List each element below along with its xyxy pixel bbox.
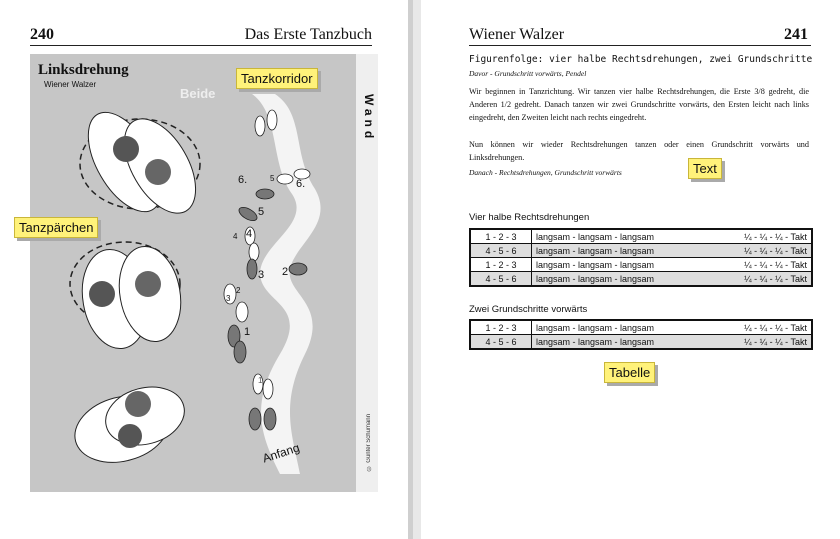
step-number: 2 bbox=[236, 286, 241, 295]
tempo-cell: langsam - langsam - langsam bbox=[532, 335, 694, 350]
step-number: 6. bbox=[296, 178, 306, 190]
steps-cell: 1 - 2 - 3 bbox=[470, 320, 532, 335]
tempo-cell: langsam - langsam - langsam bbox=[532, 258, 694, 272]
figure-sequence: Figurenfolge: vier halbe Rechtsdrehungen, zwei Grundschritte bbox=[469, 54, 813, 65]
steps-cell: 1 - 2 - 3 bbox=[470, 258, 532, 272]
steps-cell: 4 - 5 - 6 bbox=[470, 272, 532, 287]
wall-label: Wand bbox=[362, 94, 376, 143]
beat-cell: ¼ - ¼ - ¼ - Takt bbox=[693, 229, 812, 244]
beat-cell: ¼ - ¼ - ¼ - Takt bbox=[693, 335, 812, 350]
beat-cell: ¼ - ¼ - ¼ - Takt bbox=[693, 244, 812, 258]
step-number: 3 bbox=[226, 294, 231, 303]
steps-cell: 4 - 5 - 6 bbox=[470, 244, 532, 258]
gutter-light bbox=[413, 0, 421, 539]
dance-floor-path bbox=[252, 94, 321, 474]
tempo-cell: langsam - langsam - langsam bbox=[532, 244, 694, 258]
step-number: 4 bbox=[233, 232, 238, 241]
page-number-right: 241 bbox=[784, 26, 808, 43]
before-note: Davor - Grundschritt vorwärts, Pendel bbox=[469, 69, 587, 78]
dance-figure bbox=[30, 54, 378, 492]
table-row bbox=[470, 320, 812, 335]
figure-subtitle: Wiener Walzer bbox=[44, 80, 97, 89]
figure-drawing bbox=[30, 54, 378, 492]
callout-table: Tabelle bbox=[604, 362, 655, 383]
table-row bbox=[470, 335, 812, 350]
step-number: 5 bbox=[270, 174, 275, 183]
table-row bbox=[470, 229, 812, 244]
tempo-cell: langsam - langsam - langsam bbox=[532, 320, 694, 335]
page-number-left: 240 bbox=[30, 26, 54, 43]
figure-title: Linksdrehung bbox=[38, 62, 129, 78]
paragraph-2: Nun können wir wieder Rechtsdrehungen tanzen oder einen Grundschritt vorwärts und Linksdrehungen. bbox=[469, 140, 809, 162]
header-rule-right bbox=[469, 45, 811, 46]
table-row bbox=[470, 244, 812, 258]
header-rule-left bbox=[30, 45, 372, 46]
table1-title: Vier halbe Rechtsdrehungen bbox=[469, 212, 590, 223]
tempo-cell: langsam - langsam - langsam bbox=[532, 229, 694, 244]
together-label: Beide bbox=[180, 86, 216, 101]
copyright: © Günter Schumann bbox=[366, 414, 372, 471]
start-label: Anfang bbox=[260, 440, 302, 466]
page-header-title: Wiener Walzer bbox=[469, 26, 565, 43]
couple-2 bbox=[70, 242, 188, 354]
beat-cell: ¼ - ¼ - ¼ - Takt bbox=[693, 320, 812, 335]
step-number: 1 bbox=[258, 376, 263, 385]
table-right-turns bbox=[469, 228, 813, 287]
step-number: 2 bbox=[282, 266, 289, 278]
step-number: 5 bbox=[258, 206, 265, 218]
table2-title: Zwei Grundschritte vorwärts bbox=[469, 304, 588, 315]
beat-cell: ¼ - ¼ - ¼ - Takt bbox=[693, 272, 812, 287]
book-title: Das Erste Tanzbuch bbox=[244, 26, 372, 43]
paragraph-1: Wir beginnen in Tanzrichtung. Wir tanzen vier halbe Rechtsdrehungen, die Erste 3/8 gedreht, die Anderen 1/2 gedreht. Danach tanzen wir zwei Grundschritte vorwärts, den Ersten leicht nach links eingedreht, den Zweiten leicht nach rechts eingedreht. bbox=[469, 87, 809, 122]
callout-text: Text bbox=[688, 158, 722, 179]
table-row bbox=[470, 258, 812, 272]
left-page bbox=[0, 0, 408, 539]
couple-3 bbox=[67, 379, 191, 473]
callout-dance-couple: Tanzpärchen bbox=[14, 217, 98, 238]
step-number: 3 bbox=[258, 269, 265, 281]
callout-dance-corridor: Tanzkorridor bbox=[236, 68, 318, 89]
tempo-cell: langsam - langsam - langsam bbox=[532, 272, 694, 287]
beat-cell: ¼ - ¼ - ¼ - Takt bbox=[693, 258, 812, 272]
couple-1 bbox=[73, 100, 210, 225]
step-number: 1 bbox=[244, 326, 251, 338]
step-number: 4 bbox=[246, 228, 253, 240]
after-note: Danach - Rechtsdrehungen, Grundschritt vorwärts bbox=[469, 168, 622, 177]
table-basic-steps bbox=[469, 319, 813, 350]
step-number: 6. bbox=[238, 174, 248, 186]
steps-cell: 1 - 2 - 3 bbox=[470, 229, 532, 244]
table-row bbox=[470, 272, 812, 287]
steps-cell: 4 - 5 - 6 bbox=[470, 335, 532, 350]
